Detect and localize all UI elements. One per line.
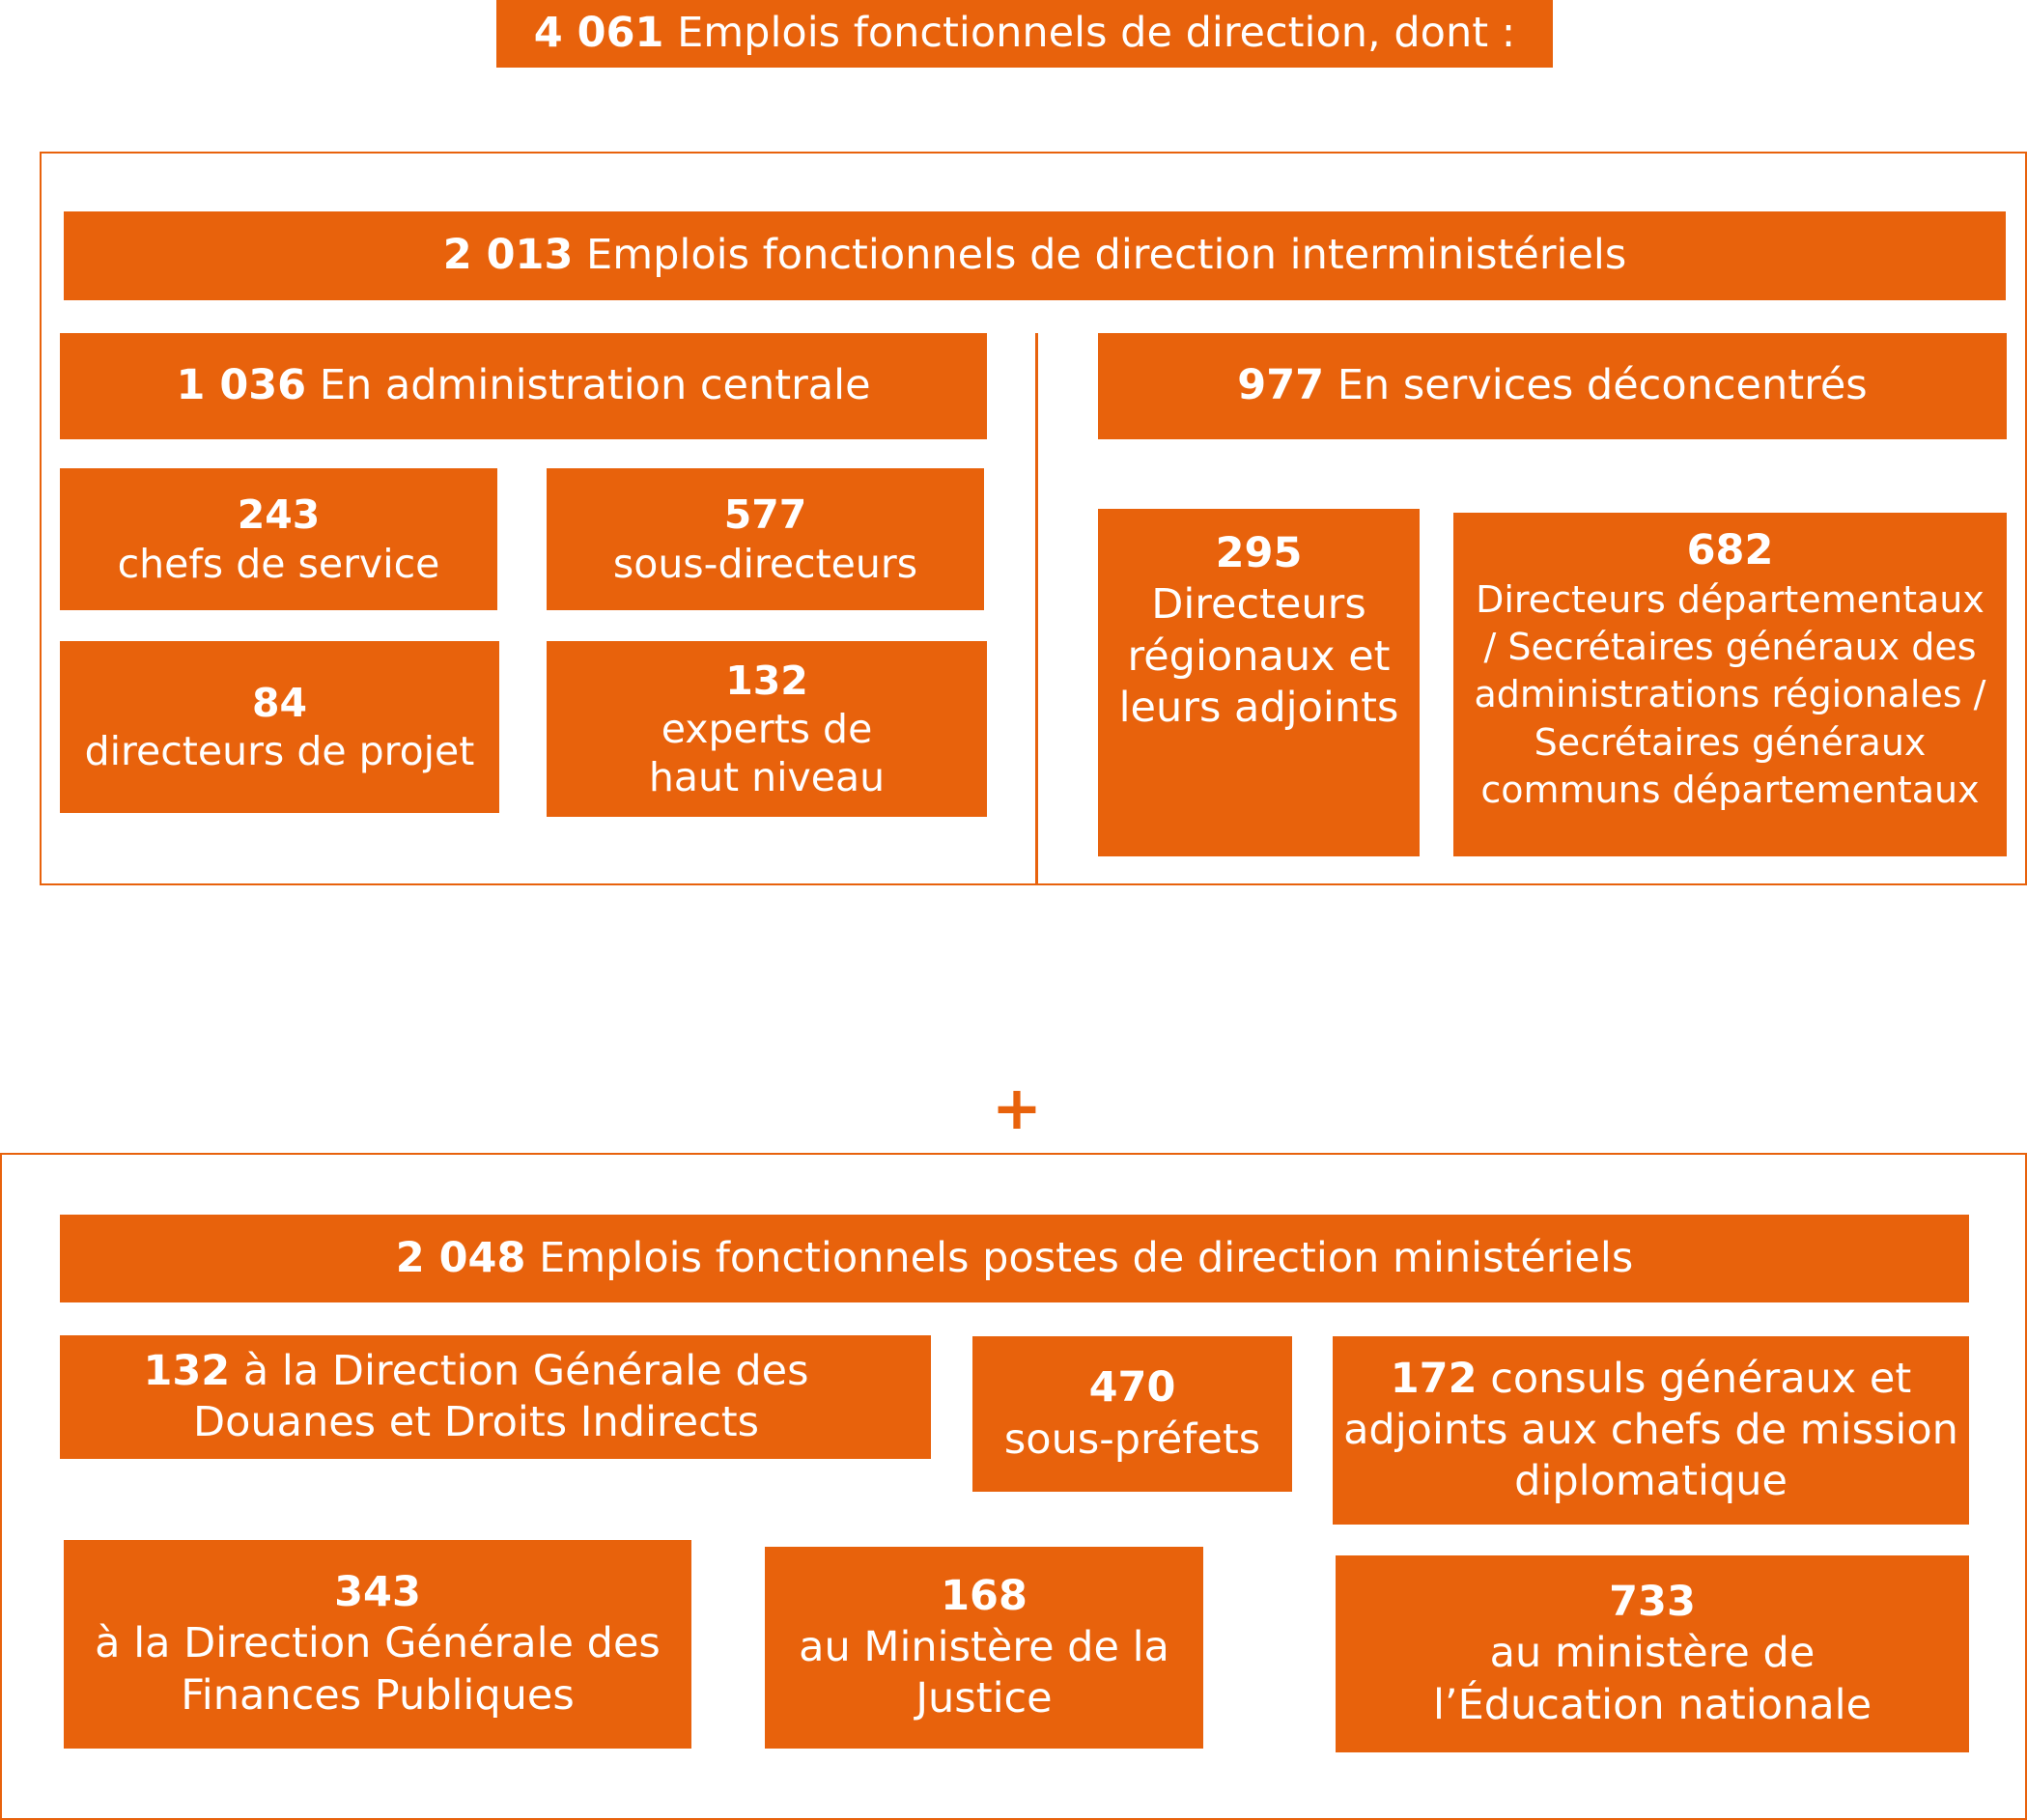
total-value: 4 061 (533, 9, 664, 58)
directeurs-departementaux-box: 682 Directeurs départementaux / Secrétaires généraux des administrations régionales / Secrétaires généraux communs départementaux (1453, 513, 2007, 856)
directeurs-regionaux-box: 295 Directeurs régionaux et leurs adjoints (1098, 509, 1420, 856)
directeurs-de-projet-box: 84 directeurs de projet (60, 641, 499, 813)
total-header (496, 0, 1553, 68)
consuls-box: 172 consuls généraux et adjoints aux chefs de mission diplomatique (1333, 1336, 1969, 1525)
ministerial-title: 2 048 Emplois fonctionnels postes de direction ministériels (60, 1215, 1969, 1302)
sous-directeurs-box: 577 sous-directeurs (547, 468, 984, 610)
interministerial-title: 2 013 Emplois fonctionnels de direction interministériels (64, 211, 2006, 300)
plus-sign: + (992, 1073, 1042, 1143)
finances-publiques-box: 343 à la Direction Générale des Finances Publiques (64, 1540, 691, 1749)
total-label: Emplois fonctionnels de direction, dont : (677, 9, 1516, 58)
chefs-de-service-box: 243 chefs de service (60, 468, 497, 610)
deconcentrated-services-title: 977 En services déconcentrés (1098, 333, 2007, 439)
central-administration-title: 1 036 En administration centrale (60, 333, 987, 439)
douanes-box: 132 à la Direction Générale des Douanes et Droits Indirects (60, 1335, 931, 1459)
education-nationale-box: 733 au ministère de l’Éducation nationale (1336, 1555, 1969, 1752)
experts-haut-niveau-box: 132 experts de haut niveau (547, 641, 987, 817)
sous-prefets-box: 470 sous-préfets (972, 1336, 1292, 1492)
interministerial-divider (1035, 333, 1038, 883)
justice-box: 168 au Ministère de la Justice (765, 1547, 1203, 1749)
